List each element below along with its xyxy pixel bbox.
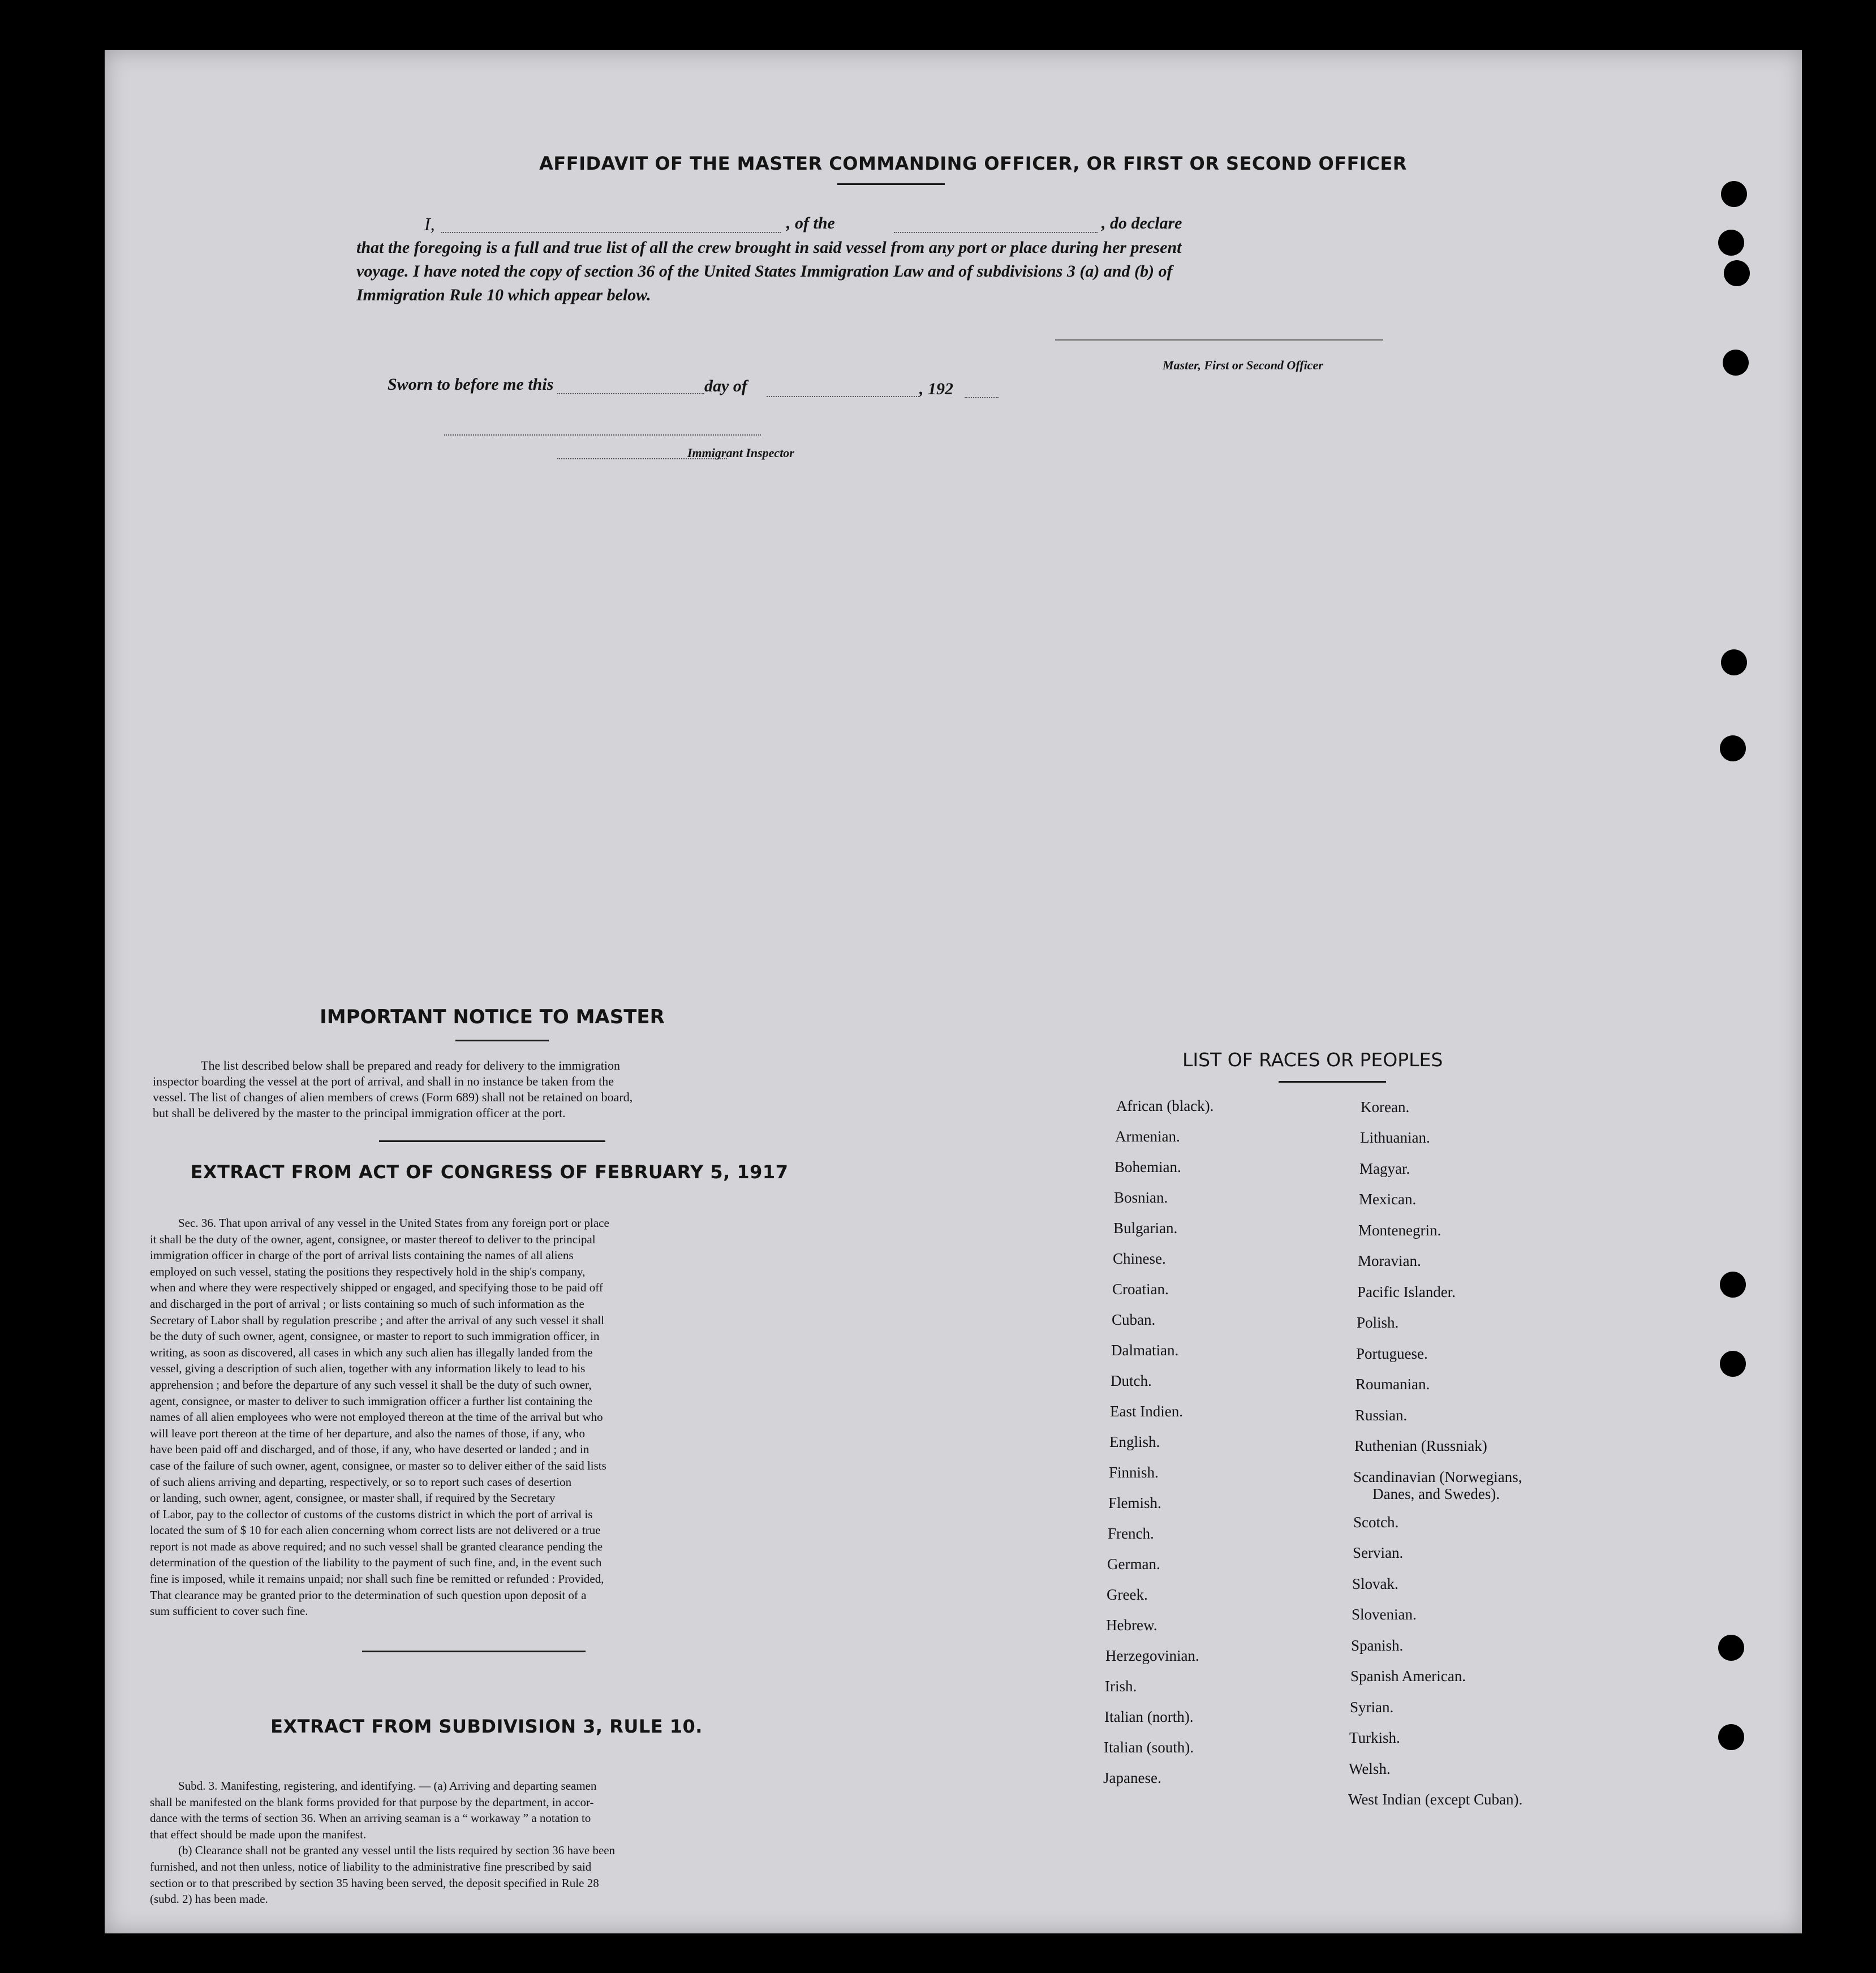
affidavit-line-2: voyage. I have noted the copy of section 36 of the United States Immigration Law and of subdivisions 3 (a) and (b) of (356, 262, 1173, 281)
title-rule (837, 183, 945, 185)
punch-hole (1724, 260, 1750, 286)
day-blank (557, 393, 704, 394)
race-item: Pacific Islander. (1357, 1283, 1456, 1300)
year-blank (965, 397, 999, 398)
act-end-rule (362, 1651, 586, 1652)
act-line: Secretary of Labor shall by regulation prescribe ; and after the arrival of any such vessel it shall (150, 1313, 604, 1327)
race-item: Lithuanian. (1360, 1129, 1430, 1146)
signature-line (1055, 339, 1383, 341)
race-item: East Indien. (1110, 1403, 1183, 1420)
race-item: Moravian. (1358, 1252, 1421, 1269)
punch-hole (1720, 1351, 1746, 1377)
rule-line: section or to that prescribed by section 35 having been served, the deposit specified in Rule 28 (150, 1876, 599, 1890)
day-of-text: day of (704, 377, 747, 395)
notice-line: but shall be delivered by the master to the principal immigration officer at the port. (153, 1106, 566, 1120)
race-item: Syrian. (1350, 1699, 1394, 1716)
rule-line: (subd. 2) has been made. (150, 1892, 268, 1906)
affidavit-line-3: Immigration Rule 10 which appear below. (356, 286, 651, 304)
race-item: Portuguese. (1356, 1345, 1428, 1362)
race-item: Scotch. (1353, 1514, 1399, 1531)
race-item: Spanish American. (1350, 1668, 1466, 1685)
race-item: Finnish. (1109, 1464, 1159, 1481)
act-line: or landing, such owner, agent, consignee, or master shall, if required by the Secretary (150, 1491, 556, 1505)
act-line: have been paid off and discharged, and of those, if any, who have deserted or landed ; and in (150, 1442, 590, 1457)
act-line: apprehension ; and before the departure of any such vessel it shall be the duty of such owner, (150, 1377, 592, 1392)
race-item: Japanese. (1103, 1769, 1161, 1786)
rule-extract-text (150, 1778, 823, 1907)
act-line: will leave port thereon at the time of her departure, and also the names of those, if any, who (150, 1426, 585, 1440)
race-item: Greek. (1107, 1586, 1148, 1603)
race-item: Slovenian. (1352, 1606, 1417, 1623)
race-item: Danes, and Swedes). (1372, 1485, 1500, 1502)
notice-text (153, 1058, 832, 1121)
race-item: Irish. (1105, 1678, 1137, 1695)
race-item: Spanish. (1351, 1637, 1404, 1654)
act-line: employed on such vessel, stating the positions they respectively hold in the ship's company, (150, 1264, 586, 1278)
affidavit-do-declare: , do declare (1101, 214, 1182, 232)
act-line: located the sum of $ 10 for each alien concerning whom correct lists are not delivered or a true (150, 1523, 601, 1537)
race-item: Magyar. (1359, 1160, 1410, 1177)
affidavit-title: AFFIDAVIT OF THE MASTER COMMANDING OFFICER, OR FIRST OR SECOND OFFICER (539, 153, 1407, 174)
month-blank (767, 396, 919, 397)
punch-hole (1720, 1272, 1746, 1298)
race-item: Slovak. (1352, 1575, 1399, 1592)
race-item: Herzegovinian. (1105, 1647, 1199, 1664)
race-item: Hebrew. (1106, 1617, 1158, 1634)
race-item: Welsh. (1349, 1760, 1391, 1777)
punch-hole (1718, 1635, 1744, 1661)
race-item: Bulgarian. (1113, 1220, 1178, 1237)
race-item: Mexican. (1359, 1191, 1417, 1208)
rule-extract-title: EXTRACT FROM SUBDIVISION 3, RULE 10. (270, 1716, 703, 1737)
race-item: Bohemian. (1115, 1158, 1181, 1175)
inspector-caption: Immigrant Inspector (687, 446, 794, 460)
notice-rule (455, 1040, 549, 1041)
rule-line: shall be manifested on the blank forms provided for that purpose by the department, in accor- (150, 1795, 594, 1809)
race-item: Korean. (1361, 1098, 1410, 1115)
rule-line: (b) Clearance shall not be granted any vessel until the lists required by section 36 have been (178, 1843, 616, 1858)
rule-line: furnished, and not then unless, notice of liability to the administrative fine prescribed by said (150, 1859, 592, 1873)
punch-hole (1723, 350, 1749, 376)
punch-hole (1721, 181, 1747, 207)
race-item: Roumanian. (1356, 1376, 1430, 1393)
race-item: English. (1109, 1433, 1160, 1450)
race-item: Cuban. (1112, 1311, 1156, 1328)
act-line: be the duty of such owner, agent, consignee, or master to report to such immigration officer, in (150, 1329, 600, 1343)
act-line: writing, as soon as discovered, all cases in which any such alien has illegally landed from the (150, 1345, 593, 1359)
notice-end-rule (379, 1140, 605, 1142)
act-line: when and where they were respectively shipped or engaged, and specifying those to be paid off (150, 1281, 603, 1295)
act-extract-title: EXTRACT FROM ACT OF CONGRESS OF FEBRUARY 5, 1917 (190, 1161, 789, 1183)
race-item: Turkish. (1349, 1729, 1400, 1746)
vessel-blank (894, 232, 1098, 233)
race-item: Scandinavian (Norwegians, (1353, 1468, 1522, 1485)
race-item: Chinese. (1113, 1250, 1166, 1267)
act-line: agent, consignee, or master to deliver to such immigration officer a further list containing the (150, 1394, 593, 1408)
act-line: and discharged in the port of arrival ; or lists containing so much of such information as the (150, 1296, 584, 1311)
act-line: report is not made as above required; and no such vessel shall be granted clearance pending the (150, 1539, 603, 1553)
punch-hole (1721, 649, 1747, 675)
inspector-line (444, 434, 761, 436)
affidavit-i: I, (424, 214, 435, 234)
notice-line: The list described below shall be prepared and ready for delivery to the immigration (201, 1058, 621, 1072)
notice-line: inspector boarding the vessel at the port of arrival, and shall in no instance be taken from the (153, 1074, 614, 1088)
race-item: Polish. (1357, 1314, 1399, 1331)
race-item: West Indian (except Cuban). (1348, 1791, 1523, 1808)
race-item: Dalmatian. (1111, 1342, 1179, 1359)
sworn-text: Sworn to before me this (388, 375, 554, 394)
name-blank (441, 232, 781, 233)
signature-caption: Master, First or Second Officer (1163, 358, 1323, 372)
punch-hole (1718, 230, 1744, 256)
year-text: , 192 (919, 380, 953, 398)
act-line: sum sufficient to cover such fine. (150, 1604, 308, 1618)
race-item: Armenian. (1115, 1128, 1180, 1145)
act-line: determination of the question of the liability to the payment of such fine, and, in the event such (150, 1556, 602, 1570)
race-item: African (black). (1116, 1097, 1214, 1114)
race-item: French. (1108, 1525, 1154, 1542)
rule-line: dance with the terms of section 36. When an arriving seaman is a “ workaway ” a notation to (150, 1811, 591, 1825)
race-item: Servian. (1353, 1544, 1404, 1561)
race-item: Flemish. (1108, 1494, 1161, 1511)
notice-title: IMPORTANT NOTICE TO MASTER (320, 1006, 665, 1028)
race-item: Italian (south). (1104, 1739, 1194, 1756)
notice-line: vessel. The list of changes of alien members of crews (Form 689) shall not be retained on board, (153, 1090, 633, 1104)
act-line: of such aliens arriving and departing, respectively, or so to report such cases of desertion (150, 1475, 572, 1489)
races-rule (1279, 1081, 1386, 1083)
race-item: Russian. (1355, 1407, 1408, 1424)
affidavit-of-the: , of the (786, 214, 835, 232)
act-line: That clearance may be granted prior to the determination of such question upon deposit of a (150, 1588, 587, 1602)
race-item: German. (1107, 1556, 1160, 1573)
document-page (105, 50, 1802, 1933)
act-line: it shall be the duty of the owner, agent, consignee, or master thereof to deliver to the principal (150, 1232, 596, 1246)
affidavit-line-1: that the foregoing is a full and true list of all the crew brought in said vessel from any port or place during her present (356, 238, 1182, 257)
race-item: Dutch. (1111, 1372, 1152, 1389)
act-line: vessel, giving a description of such alien, together with any information likely to lead to his (150, 1362, 586, 1376)
race-item: Montenegrin. (1358, 1222, 1442, 1239)
act-line: names of all alien employees who were not employed thereon at the time of the arrival but who (150, 1410, 603, 1424)
rule-line: Subd. 3. Manifesting, registering, and identifying. — (a) Arriving and departing seamen (178, 1779, 597, 1793)
punch-hole (1720, 735, 1746, 761)
act-line: of Labor, pay to the collector of customs of the customs district in which the port of arrival is (150, 1507, 593, 1521)
races-title: LIST OF RACES OR PEOPLES (1182, 1049, 1443, 1071)
punch-hole (1718, 1724, 1744, 1750)
race-item: Italian (north). (1104, 1708, 1194, 1725)
rule-line: that effect should be made upon the manifest. (150, 1827, 367, 1841)
act-line: fine is imposed, while it remains unpaid; nor shall such fine be remitted or refunded : Provided, (150, 1572, 604, 1586)
race-item: Ruthenian (Russniak) (1354, 1437, 1487, 1454)
act-line: Sec. 36. That upon arrival of any vessel in the United States from any foreign port or place (178, 1216, 609, 1230)
act-line: immigration officer in charge of the port of arrival lists containing the names of all aliens (150, 1248, 574, 1263)
race-item: Croatian. (1112, 1281, 1169, 1298)
act-extract-text (150, 1215, 823, 1619)
act-line: case of the failure of such owner, agent, consignee, or master so to deliver either of the said lists (150, 1458, 606, 1472)
race-item: Bosnian. (1114, 1189, 1168, 1206)
